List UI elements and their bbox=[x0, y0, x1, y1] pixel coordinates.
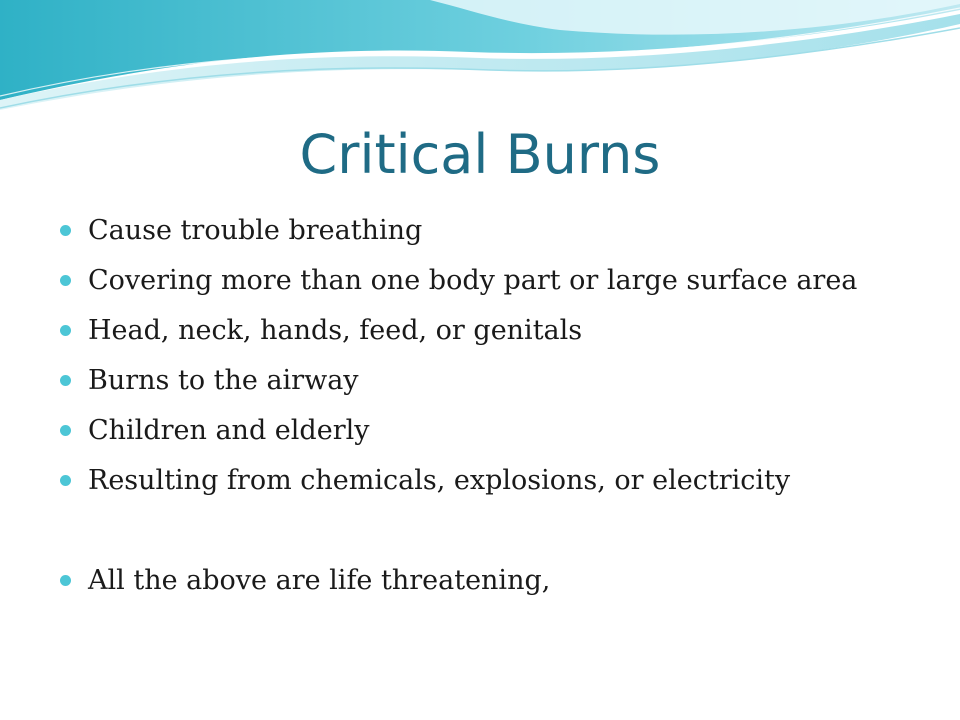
bullet-list bbox=[60, 206, 940, 606]
bullet-dot-icon bbox=[60, 275, 71, 286]
bullet-item bbox=[60, 256, 940, 306]
bullet-dot-icon bbox=[60, 425, 71, 436]
bullet-text: Children and elderly bbox=[88, 415, 370, 446]
closing-bullet-text: All the above are life threatening, bbox=[88, 565, 551, 596]
header-wave-decoration bbox=[0, 0, 960, 130]
bullet-item bbox=[60, 306, 940, 356]
bullet-text: Resulting from chemicals, explosions, or electricity bbox=[88, 465, 791, 496]
bullet-text: Head, neck, hands, feed, or genitals bbox=[88, 315, 583, 346]
closing-bullet-item bbox=[60, 556, 940, 606]
bullet-text: Covering more than one body part or large surface area bbox=[88, 265, 858, 296]
bullet-dot-icon bbox=[60, 375, 71, 386]
bullet-dot-icon bbox=[60, 225, 71, 236]
bullet-dot-icon bbox=[60, 325, 71, 336]
bullet-dot-icon bbox=[60, 575, 71, 586]
bullet-item bbox=[60, 406, 940, 456]
bullet-dot-icon bbox=[60, 475, 71, 486]
slide-title: Critical Burns bbox=[299, 123, 661, 186]
bullet-item bbox=[60, 456, 940, 506]
bullet-item bbox=[60, 206, 940, 256]
bullet-item bbox=[60, 356, 940, 406]
bullet-text: Burns to the airway bbox=[88, 365, 359, 396]
bullet-text: Cause trouble breathing bbox=[88, 215, 423, 246]
